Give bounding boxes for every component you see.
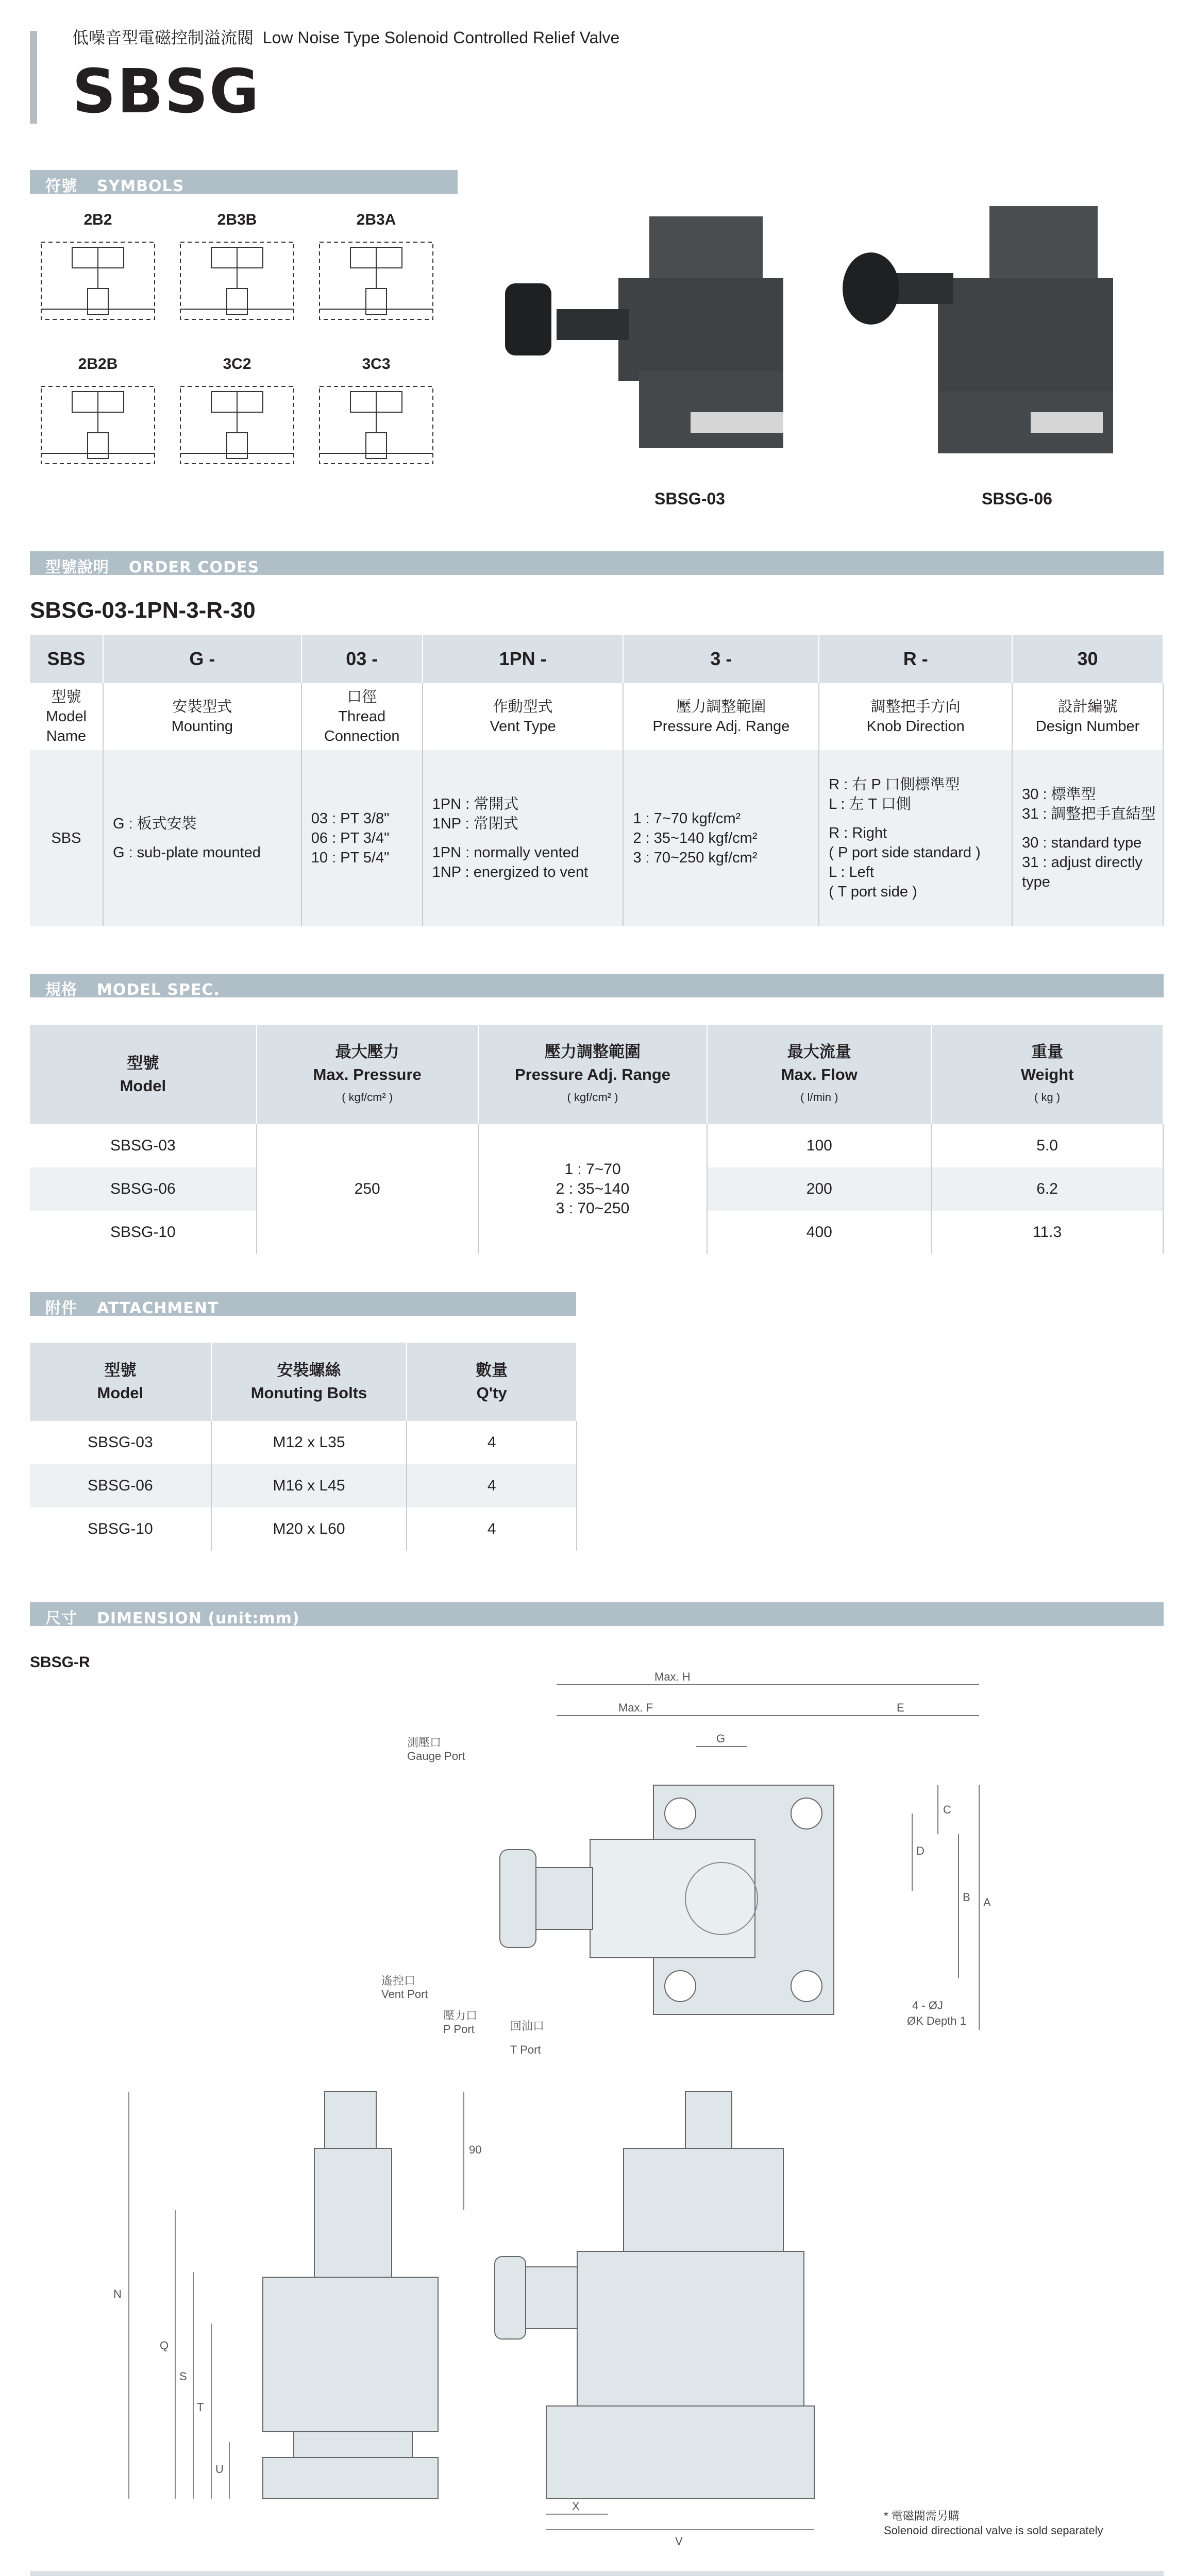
symbol-3 xyxy=(31,355,165,474)
spec-range-line: 3 : 70~250 xyxy=(556,1200,630,1217)
order-code-value-line: R : 右 P 口側標準型 xyxy=(829,776,960,793)
order-code-value-cell xyxy=(301,750,423,926)
order-code-name-cell xyxy=(1012,683,1163,750)
spec-flow-cell: 200 xyxy=(707,1167,931,1211)
symbol-1 xyxy=(170,211,304,330)
photo-label-sbsg-03: SBSG-03 xyxy=(654,489,725,508)
order-code-value-line: ( T port side ) xyxy=(829,884,917,900)
order-code-name-line: 口徑 xyxy=(347,689,377,705)
symbol-0 xyxy=(31,211,165,330)
spec-model-cell: SBSG-03 xyxy=(30,1124,257,1167)
order-code-value-line: 1PN : normally vented xyxy=(432,844,579,861)
symbol-label: 3C3 xyxy=(362,355,391,372)
spec-range-line: 1 : 7~70 xyxy=(564,1161,621,1178)
spec-header-line: 最大壓力 xyxy=(335,1043,399,1061)
order-code-name-line: Name xyxy=(46,728,87,744)
spec-header-line: 型號 xyxy=(127,1054,159,1072)
symbol-label: 3C2 xyxy=(223,355,251,372)
spec-header-line: Pressure Adj. Range xyxy=(514,1065,671,1083)
dimension-header xyxy=(226,2571,291,2576)
order-code-value-line: 1NP : 常閉式 xyxy=(432,816,518,832)
order-code-header: 03 - xyxy=(301,635,423,683)
dimension-header xyxy=(291,2571,356,2576)
attachment-cell: 4 xyxy=(407,1421,577,1464)
order-code-value-line: 03 : PT 3/8" xyxy=(311,810,390,827)
t-port-en: T Port xyxy=(510,2043,541,2056)
dimension-header xyxy=(929,2571,985,2576)
spec-flow-cell: 100 xyxy=(707,1124,931,1167)
symbol-label: 2B2 xyxy=(83,211,112,228)
spec-flow-cell: 400 xyxy=(707,1211,931,1254)
order-code-value-line: 30 : 標準型 xyxy=(1022,786,1096,803)
order-code-value-cell xyxy=(819,750,1012,926)
dimension-header xyxy=(1107,2571,1164,2576)
photo-label-sbsg-06: SBSG-06 xyxy=(982,489,1052,508)
dim-label-maxh: Max. H xyxy=(654,1670,691,1683)
attachment-table xyxy=(30,1343,577,1551)
order-code-name-cell xyxy=(819,683,1012,750)
spec-header-line: ( l/min ) xyxy=(800,1091,838,1104)
dimension-header xyxy=(816,2571,872,2576)
spec-range-cell xyxy=(478,1124,708,1254)
page-subtitle xyxy=(72,25,619,48)
attachment-header-line: Q'ty xyxy=(476,1384,507,1402)
order-code-example: SBSG-03-1PN-3-R-30 xyxy=(30,598,256,623)
gauge-port-en: Gauge Port xyxy=(407,1750,465,1762)
order-code-name-line: 調整把手方向 xyxy=(870,699,961,715)
dimension-header xyxy=(1042,2571,1107,2576)
order-code-name-cell xyxy=(623,683,819,750)
order-code-name-line: Vent Type xyxy=(490,718,556,735)
dim-label-v: V xyxy=(675,2535,683,2548)
dimension-subtitle: SBSG-R xyxy=(30,1654,90,1671)
dim-label-u: U xyxy=(215,2463,224,2476)
attachment-row xyxy=(30,1421,577,1464)
dim-label-s: S xyxy=(179,2370,187,2383)
page-title: SBSG xyxy=(72,56,260,127)
vent-port-en: Vent Port xyxy=(381,1988,428,2001)
header-accent-bar xyxy=(30,31,37,124)
dim-label-e: E xyxy=(897,1701,904,1714)
order-code-name-cell xyxy=(301,683,423,750)
attachment-header-line: Model xyxy=(97,1384,144,1402)
section-order-codes xyxy=(30,551,1164,575)
order-code-header: 1PN - xyxy=(423,635,624,683)
spec-header-line: 壓力調整範圍 xyxy=(545,1043,641,1061)
order-code-name-line: 設計編號 xyxy=(1057,699,1118,715)
order-code-header: 30 xyxy=(1012,635,1163,683)
dim-label-a: A xyxy=(983,1896,991,1909)
dimension-header xyxy=(740,2571,778,2576)
section-dimension xyxy=(30,1602,1164,1626)
order-code-header: G - xyxy=(103,635,301,683)
attachment-cell: SBSG-06 xyxy=(30,1464,211,1507)
order-code-header: 3 - xyxy=(623,635,819,683)
dim-label-c: C xyxy=(943,1803,951,1816)
section-order-en: ORDER CODES xyxy=(129,558,260,577)
dimension-header xyxy=(30,2571,169,2576)
order-code-name-cell xyxy=(103,683,301,750)
hydraulic-symbol-icon xyxy=(170,232,304,330)
attachment-header xyxy=(211,1343,407,1421)
spec-header xyxy=(30,1025,257,1124)
section-symbols xyxy=(30,170,458,194)
note-line: * 電磁閥需另購 xyxy=(884,2510,960,2522)
dimension-header xyxy=(778,2571,816,2576)
dim-label-b: B xyxy=(963,1891,970,1904)
order-code-name-line: Model xyxy=(45,708,87,725)
hydraulic-symbol-icon xyxy=(31,232,165,330)
section-symbols-cn: 符號 xyxy=(45,177,77,195)
spec-header xyxy=(478,1025,708,1124)
order-code-value-cell xyxy=(623,750,819,926)
dim-label-x: X xyxy=(572,2500,580,2513)
photo-sbsg-06 xyxy=(835,196,1185,484)
order-code-value-line: SBS xyxy=(51,830,81,846)
order-code-value-line: 3 : 70~250 kgf/cm² xyxy=(633,850,758,866)
order-code-name-line: Connection xyxy=(324,728,400,744)
order-code-name-line: 型號 xyxy=(51,689,81,705)
symbol-4 xyxy=(170,355,304,474)
photo-sbsg-03 xyxy=(495,196,866,484)
subtitle-en: Low Noise Type Solenoid Controlled Relief Valve xyxy=(262,28,620,47)
order-code-value-line: type xyxy=(1022,874,1050,890)
spec-header-line: Max. Pressure xyxy=(313,1065,422,1083)
spec-weight-cell: 5.0 xyxy=(931,1124,1163,1167)
symbol-5 xyxy=(309,355,443,474)
order-code-name-line: Design Number xyxy=(1035,718,1140,735)
attachment-cell: M12 x L35 xyxy=(211,1421,407,1464)
dimension-header xyxy=(487,2571,552,2576)
spec-weight-cell: 6.2 xyxy=(931,1167,1163,1211)
top-view-drawing xyxy=(361,1669,1031,2040)
order-code-value-line: G : 板式安裝 xyxy=(112,816,197,832)
dimension-table xyxy=(30,2571,1164,2576)
attachment-header xyxy=(30,1343,211,1421)
dim-label-q: Q xyxy=(160,2339,169,2352)
order-code-value-cell xyxy=(423,750,624,926)
order-code-value-line: L : 左 T 口側 xyxy=(829,796,911,812)
spec-header-line: Model xyxy=(120,1077,166,1095)
attachment-cell: M20 x L60 xyxy=(211,1507,407,1551)
section-order-cn: 型號說明 xyxy=(45,558,109,577)
order-code-value-line: 1PN : 常開式 xyxy=(432,796,519,812)
order-code-name-cell xyxy=(423,683,624,750)
section-attachment xyxy=(30,1292,576,1316)
dim-label-g: G xyxy=(716,1732,726,1745)
order-code-value-line: 30 : standard type xyxy=(1022,835,1142,851)
attachment-header-line: Monuting Bolts xyxy=(250,1384,367,1402)
dim-label-d: D xyxy=(916,1844,925,1857)
dim-label-90: 90 xyxy=(469,2143,482,2156)
attachment-cell: SBSG-03 xyxy=(30,1421,211,1464)
order-code-value-line: 31 : adjust directly xyxy=(1022,854,1142,871)
section-model-spec xyxy=(30,974,1164,997)
attachment-cell: 4 xyxy=(407,1464,577,1507)
section-spec-en: MODEL SPEC. xyxy=(97,981,220,999)
order-code-value-line: 31 : 調整把手直結型 xyxy=(1022,806,1156,822)
order-code-name-line: Thread xyxy=(338,708,386,725)
hydraulic-symbol-icon xyxy=(170,376,304,474)
note-line: Solenoid directional valve is sold separately xyxy=(884,2524,1103,2537)
symbol-label: 2B3B xyxy=(217,211,257,228)
section-dim-en: DIMENSION (unit:mm) xyxy=(97,1609,300,1628)
attachment-cell: M16 x L45 xyxy=(211,1464,407,1507)
order-code-value-cell xyxy=(103,750,301,926)
spec-header-line: ( kg ) xyxy=(1034,1091,1061,1104)
dim-label-k: ØK Depth 1 xyxy=(907,2014,966,2027)
t-port-cn: 回油口 xyxy=(510,2020,545,2032)
spec-max-pressure: 250 xyxy=(257,1124,478,1254)
hydraulic-symbol-icon xyxy=(31,376,165,474)
attachment-header-line: 型號 xyxy=(104,1361,137,1379)
order-code-name-cell xyxy=(30,683,103,750)
attachment-cell: 4 xyxy=(407,1507,577,1551)
order-code-name-line: Knob Direction xyxy=(866,718,965,735)
spec-model-cell: SBSG-10 xyxy=(30,1211,257,1254)
side-view-drawing xyxy=(103,2081,1031,2555)
dimension-header xyxy=(618,2571,674,2576)
order-code-value-line: 10 : PT 5/4" xyxy=(311,850,390,866)
section-symbols-en: SYMBOLS xyxy=(97,177,184,195)
attachment-row xyxy=(30,1464,577,1507)
order-code-value-cell xyxy=(1012,750,1163,926)
symbol-2 xyxy=(309,211,443,330)
spec-header xyxy=(257,1025,478,1124)
spec-range-line: 2 : 35~140 xyxy=(556,1180,630,1197)
p-port-cn: 壓力口 xyxy=(443,2009,478,2022)
order-code-value-line: 1 : 7~70 kgf/cm² xyxy=(633,810,741,827)
dimension-header xyxy=(674,2571,740,2576)
order-code-header: R - xyxy=(819,635,1012,683)
spec-model-cell: SBSG-06 xyxy=(30,1167,257,1211)
dimension-header xyxy=(356,2571,422,2576)
spec-header-line: ( kgf/cm² ) xyxy=(567,1091,618,1104)
attachment-row xyxy=(30,1507,577,1551)
dim-label-maxf: Max. F xyxy=(618,1701,653,1714)
attachment-cell: SBSG-10 xyxy=(30,1507,211,1551)
symbol-label: 2B3A xyxy=(356,211,396,228)
attachment-header-line: 安裝螺絲 xyxy=(277,1361,341,1379)
order-code-value-line: G : sub-plate mounted xyxy=(112,844,261,861)
dim-label-t: T xyxy=(197,2401,204,2414)
dimension-header xyxy=(985,2571,1041,2576)
dim-label-n: N xyxy=(113,2287,122,2300)
order-code-name-line: Pressure Adj. Range xyxy=(652,718,790,735)
order-code-value-line: 06 : PT 3/4" xyxy=(311,830,390,846)
attachment-header-line: 數量 xyxy=(476,1361,508,1379)
attachment-header xyxy=(407,1343,577,1421)
dimension-header xyxy=(169,2571,225,2576)
spec-header xyxy=(931,1025,1163,1124)
spec-header-line: ( kgf/cm² ) xyxy=(342,1091,393,1104)
spec-header-line: 最大流量 xyxy=(787,1043,851,1061)
order-code-name-line: 作動型式 xyxy=(493,699,553,715)
symbol-label: 2B2B xyxy=(78,355,118,372)
order-code-value-line: ( P port side standard ) xyxy=(829,844,981,861)
hydraulic-symbol-icon xyxy=(309,376,443,474)
section-attach-cn: 附件 xyxy=(45,1299,77,1317)
dimension-header xyxy=(872,2571,929,2576)
dimension-header xyxy=(552,2571,618,2576)
section-attach-en: ATTACHMENT xyxy=(97,1299,219,1317)
spec-weight-cell: 11.3 xyxy=(931,1211,1163,1254)
order-code-name-line: Mounting xyxy=(171,718,233,735)
section-spec-cn: 規格 xyxy=(45,981,77,999)
gauge-port-cn: 測壓口 xyxy=(407,1736,442,1749)
spec-header-line: Max. Flow xyxy=(781,1065,858,1083)
model-spec-table xyxy=(30,1025,1164,1254)
subtitle-cn: 低噪音型電磁控制溢流閥 xyxy=(72,28,254,47)
p-port-en: P Port xyxy=(443,2023,475,2036)
order-codes-table xyxy=(30,635,1164,926)
hydraulic-symbol-icon xyxy=(309,232,443,330)
order-code-value-line: 1NP : energized to vent xyxy=(432,864,589,880)
spec-header-line: Weight xyxy=(1020,1065,1074,1083)
spec-header-line: 重量 xyxy=(1031,1043,1064,1061)
order-code-name-line: 壓力調整範圍 xyxy=(676,699,766,715)
vent-port-cn: 遙控口 xyxy=(381,1974,416,1987)
order-code-value-line: L : Left xyxy=(829,864,874,880)
order-code-header: SBS xyxy=(30,635,103,683)
order-code-value-line: 2 : 35~140 kgf/cm² xyxy=(633,830,758,846)
order-code-value-line: R : Right xyxy=(829,825,887,841)
dim-label-j: 4 - ØJ xyxy=(912,1999,943,2012)
order-code-name-line: 安裝型式 xyxy=(172,699,232,715)
section-dim-cn: 尺寸 xyxy=(45,1609,77,1628)
dimension-header xyxy=(422,2571,487,2576)
spec-header xyxy=(707,1025,931,1124)
order-code-value-cell xyxy=(30,750,103,926)
solenoid-note xyxy=(884,2509,1103,2538)
